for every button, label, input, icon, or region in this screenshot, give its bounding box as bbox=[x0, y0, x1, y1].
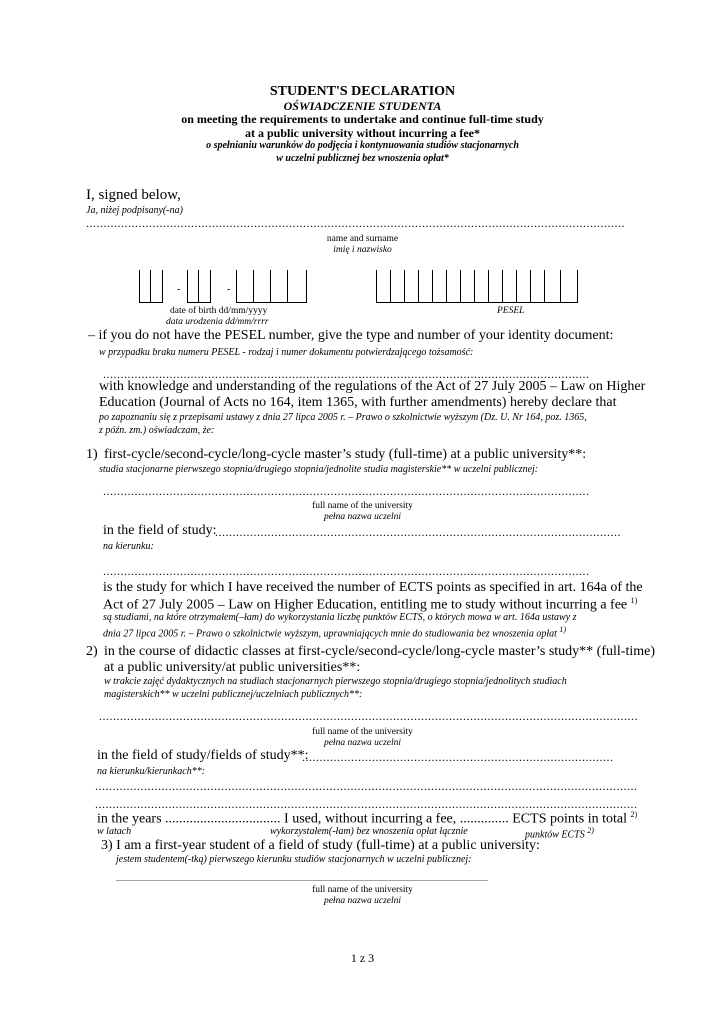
title-en: STUDENT'S DECLARATION bbox=[269, 84, 456, 99]
section1-number: 1) bbox=[86, 447, 98, 462]
section3-university-field[interactable]: .......................................................................................................................................................................................... bbox=[116, 874, 488, 883]
knowledge-line-1: with knowledge and understanding of the regulations of the Act of 27 July 2005 – Law on Higher bbox=[99, 379, 646, 394]
section1-field-of-study[interactable]: .................................................................................................................... bbox=[215, 525, 621, 539]
section1-field-label-en: in the field of study: bbox=[103, 523, 217, 538]
section3-text-en: 3) I am a first-year student of a field of study (full-time) at a public university: bbox=[101, 838, 540, 853]
section1-university-field[interactable]: ........................................................................................................................................... bbox=[103, 484, 590, 498]
dob-label-pl: data urodzenia dd/mm/rrrr bbox=[166, 317, 269, 327]
identity-text-en: – if you do not have the PESEL number, give the type and number of your identity document: bbox=[88, 328, 614, 343]
section2-years-pl-2: wykorzystałem(-łam) bez wnoszenia opłat łącznie bbox=[270, 826, 468, 837]
page-number: 1 z 3 bbox=[350, 951, 375, 965]
title-pl: OŚWIADCZENIE STUDENTA bbox=[283, 99, 442, 113]
section2-years-pl-1: w latach bbox=[97, 826, 132, 837]
section2-university-field[interactable]: .......................................................................................................................................................... bbox=[99, 709, 638, 723]
section2-line-1: in the course of didactic classes at first-cycle/second-cycle/long-cycle master’s study** (full-time) bbox=[104, 644, 655, 659]
pesel-label: PESEL bbox=[497, 306, 525, 316]
identity-text-pl: w przypadku braku numeru PESEL - rodzaj i numer dokumentu potwierdzającego tożsamość: bbox=[99, 347, 474, 358]
subtitle-en-1: on meeting the requirements to undertake and continue full-time study bbox=[181, 112, 544, 126]
section1-text-pl: studia stacjonarne pierwszego stopnia/drugiego stopnia/jednolite studia magisterskie** w uczelni publicznej: bbox=[99, 464, 539, 475]
subtitle-pl-1: o spełnianiu warunków do podjęcia i kontynuowania studiów stacjonarnych bbox=[206, 140, 519, 151]
section2-field-label-pl: na kierunku/kierunkach**: bbox=[97, 766, 206, 777]
name-label-pl: imię i nazwisko bbox=[333, 245, 392, 255]
signed-below-pl: Ja, niżej podpisany(-na) bbox=[86, 205, 183, 216]
dob-dash-2: - bbox=[227, 284, 231, 295]
section2-pl-2: magisterskich** w uczelni publicznej/uczelniach publicznych**: bbox=[104, 689, 363, 700]
section3-univ-label-pl: pełna nazwa uczelni bbox=[323, 896, 402, 906]
section2-line-2: at a public university/at public universities**: bbox=[104, 660, 361, 675]
subtitle-en-2: at a public university without incurring a fee* bbox=[244, 126, 480, 140]
section1-univ-label-en: full name of the university bbox=[312, 501, 413, 511]
section2-field-label-en: in the field of study/fields of study**: bbox=[97, 748, 309, 763]
section1-field-label-pl: na kierunku: bbox=[103, 541, 154, 552]
section2-field-of-study[interactable]: ......................................................................................... bbox=[302, 750, 614, 764]
dob-dash-1: - bbox=[177, 284, 181, 295]
section3-text-pl: jestem studentem(-tką) pierwszego kierunku studiów stacjonarnych w uczelni publicznej: bbox=[116, 854, 472, 865]
section1-ects-line-1: is the study for which I have received the number of ECTS points as specified in art. 164a of the bbox=[103, 580, 643, 595]
section2-years-line[interactable]: in the years ................................. I used, without incurring a fee, .............. ECTS points in total $^{2)}$ bbox=[97, 810, 638, 827]
section1-field-extra[interactable]: ........................................................................................................................................... bbox=[103, 564, 590, 578]
footnote-ref-1-pl: 1) bbox=[559, 625, 567, 634]
section1-ects-pl-2: dnia 27 lipca 2005 r. – Prawo o szkolnictwie wyższym, uprawniających mnie do studiowania bez wnoszenia opłat $^{1)}$ bbox=[103, 625, 567, 640]
knowledge-pl-2: z późn. zm.) oświadczam, że: bbox=[99, 425, 215, 436]
section2-pl-1: w trakcie zajęć dydaktycznych na studiach stacjonarnych pierwszego stopnia/drugiego stopnia/jednolitych studiach bbox=[104, 676, 567, 687]
footnote-ref-2: 2) bbox=[630, 810, 638, 819]
knowledge-line-2: Education (Journal of Acts no 164, item 1365, with further amendments) hereby declare that bbox=[99, 395, 617, 410]
name-label-en: name and surname bbox=[326, 234, 399, 244]
dob-label-en: date of birth dd/mm/yyyy bbox=[170, 306, 268, 316]
signed-below-en: I, signed below, bbox=[86, 187, 181, 203]
subtitle-pl-2: w uczelni publicznej bez wnoszenia opłat* bbox=[276, 153, 449, 164]
name-field[interactable]: .......................................................................................................................................................... bbox=[86, 216, 625, 230]
section2-number: 2) bbox=[86, 644, 98, 659]
section1-ects-pl-1: są studiami, na które otrzymałem(–łam) do wykorzystania liczbę punktów ECTS, o których mowa w art. 164a ustawy z bbox=[103, 612, 577, 623]
footnote-ref-2-pl: 2) bbox=[587, 826, 594, 835]
identity-field[interactable]: ........................................................................................................................................... bbox=[103, 367, 590, 381]
section2-univ-label-pl: pełna nazwa uczelni bbox=[323, 738, 402, 748]
section2-field-extra-1[interactable]: ........................................................................................................................................................... bbox=[95, 779, 638, 793]
section2-years-pl-3: punktów ECTS $^{2)}$ bbox=[525, 826, 594, 841]
section1-ects-line-2: Act of 27 July 2005 – Law on Higher Education, entitling me to study without incurring a fee $^{1)}$ bbox=[103, 596, 638, 613]
section2-univ-label-en: full name of the university bbox=[312, 727, 413, 737]
knowledge-pl-1: po zapoznaniu się z przepisami ustawy z dnia 27 lipca 2005 r. – Prawo o szkolnictwie wyższym (Dz. U. Nr 164, poz. 1365, bbox=[99, 412, 587, 423]
footnote-ref-1: 1) bbox=[630, 596, 638, 605]
section1-univ-label-pl: pełna nazwa uczelni bbox=[323, 512, 402, 522]
section2-field-extra-2[interactable]: ........................................................................................................................................................... bbox=[95, 797, 638, 811]
section3-univ-label-en: full name of the university bbox=[312, 885, 413, 895]
section1-text-en: first-cycle/second-cycle/long-cycle master’s study (full-time) at a public university**: bbox=[104, 447, 587, 462]
